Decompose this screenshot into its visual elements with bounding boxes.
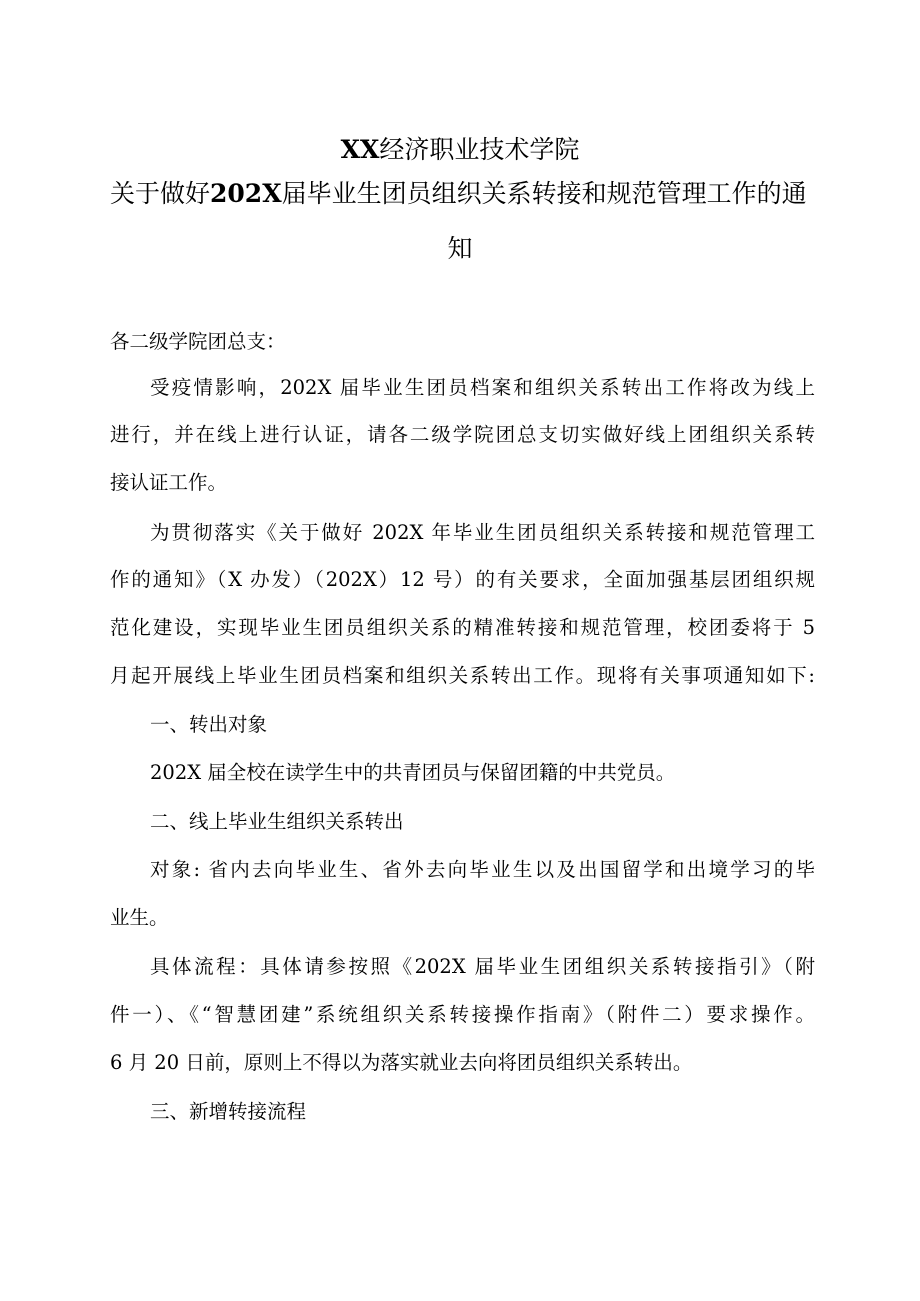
section-3-heading: 三、新增转接流程 — [150, 1100, 307, 1123]
section-2-object-line-1: 对象: 省内去向毕业生、省外去向毕业生以及出国留学和出境学习的毕 — [150, 858, 815, 881]
title-year: 202X — [210, 179, 282, 208]
section-1-text: 202X 届全校在读学生中的共青团员与保留团籍的中共党员。 — [150, 761, 676, 784]
document-title-line3: 知 — [447, 234, 473, 263]
paragraph-2-line-3: 范化建设，实现毕业生团员组织关系的精准转接和规范管理，校团委将于 5 — [110, 616, 815, 639]
section-1-heading: 一、转出对象 — [150, 713, 268, 736]
title-subject: 届毕业生团员组织关系转接和规范管理工作的通 — [281, 179, 807, 208]
paragraph-2-line-4: 月起开展线上毕业生团员档案和组织关系转出工作。现将有关事项通知如下: — [110, 664, 815, 687]
paragraph-2-line-1: 为贯彻落实《关于做好 202X 年毕业生团员组织关系转接和规范管理工 — [150, 521, 815, 544]
title-school-code: XX — [340, 135, 380, 164]
paragraph-2-line-2: 作的通知》（X 办发）（202X）12 号）的有关要求，全面加强基层团组织规 — [110, 568, 815, 591]
section-2-heading: 二、线上毕业生组织关系转出 — [150, 810, 404, 833]
section-2-process-line-3: 6 月 20 日前，原则上不得以为落实就业去向将团员组织关系转出。 — [110, 1051, 693, 1074]
salutation: 各二级学院团总支： — [110, 330, 286, 353]
section-2-process-line-1: 具体流程：具体请参按照《202X 届毕业生团组织关系转接指引》（附 — [150, 955, 815, 978]
section-2-object-line-2: 业生。 — [110, 906, 169, 929]
title-prefix: 关于做好 — [110, 179, 211, 208]
paragraph-1-line-2: 进行，并在线上进行认证，请各二级学院团总支切实做好线上团组织关系转 — [110, 423, 815, 446]
document-title-line2 — [110, 179, 807, 209]
section-2-process-line-2: 件一）、《“智慧团建”系统组织关系转接操作指南》（附件二）要求操作。 — [110, 1003, 815, 1026]
title-school-name: 经济职业技术学院 — [379, 135, 580, 164]
paragraph-1-line-1: 受疫情影响，202X 届毕业生团员档案和组织关系转出工作将改为线上 — [150, 376, 815, 399]
paragraph-1-line-3: 接认证工作。 — [110, 471, 228, 494]
document-title-line1 — [0, 135, 920, 165]
